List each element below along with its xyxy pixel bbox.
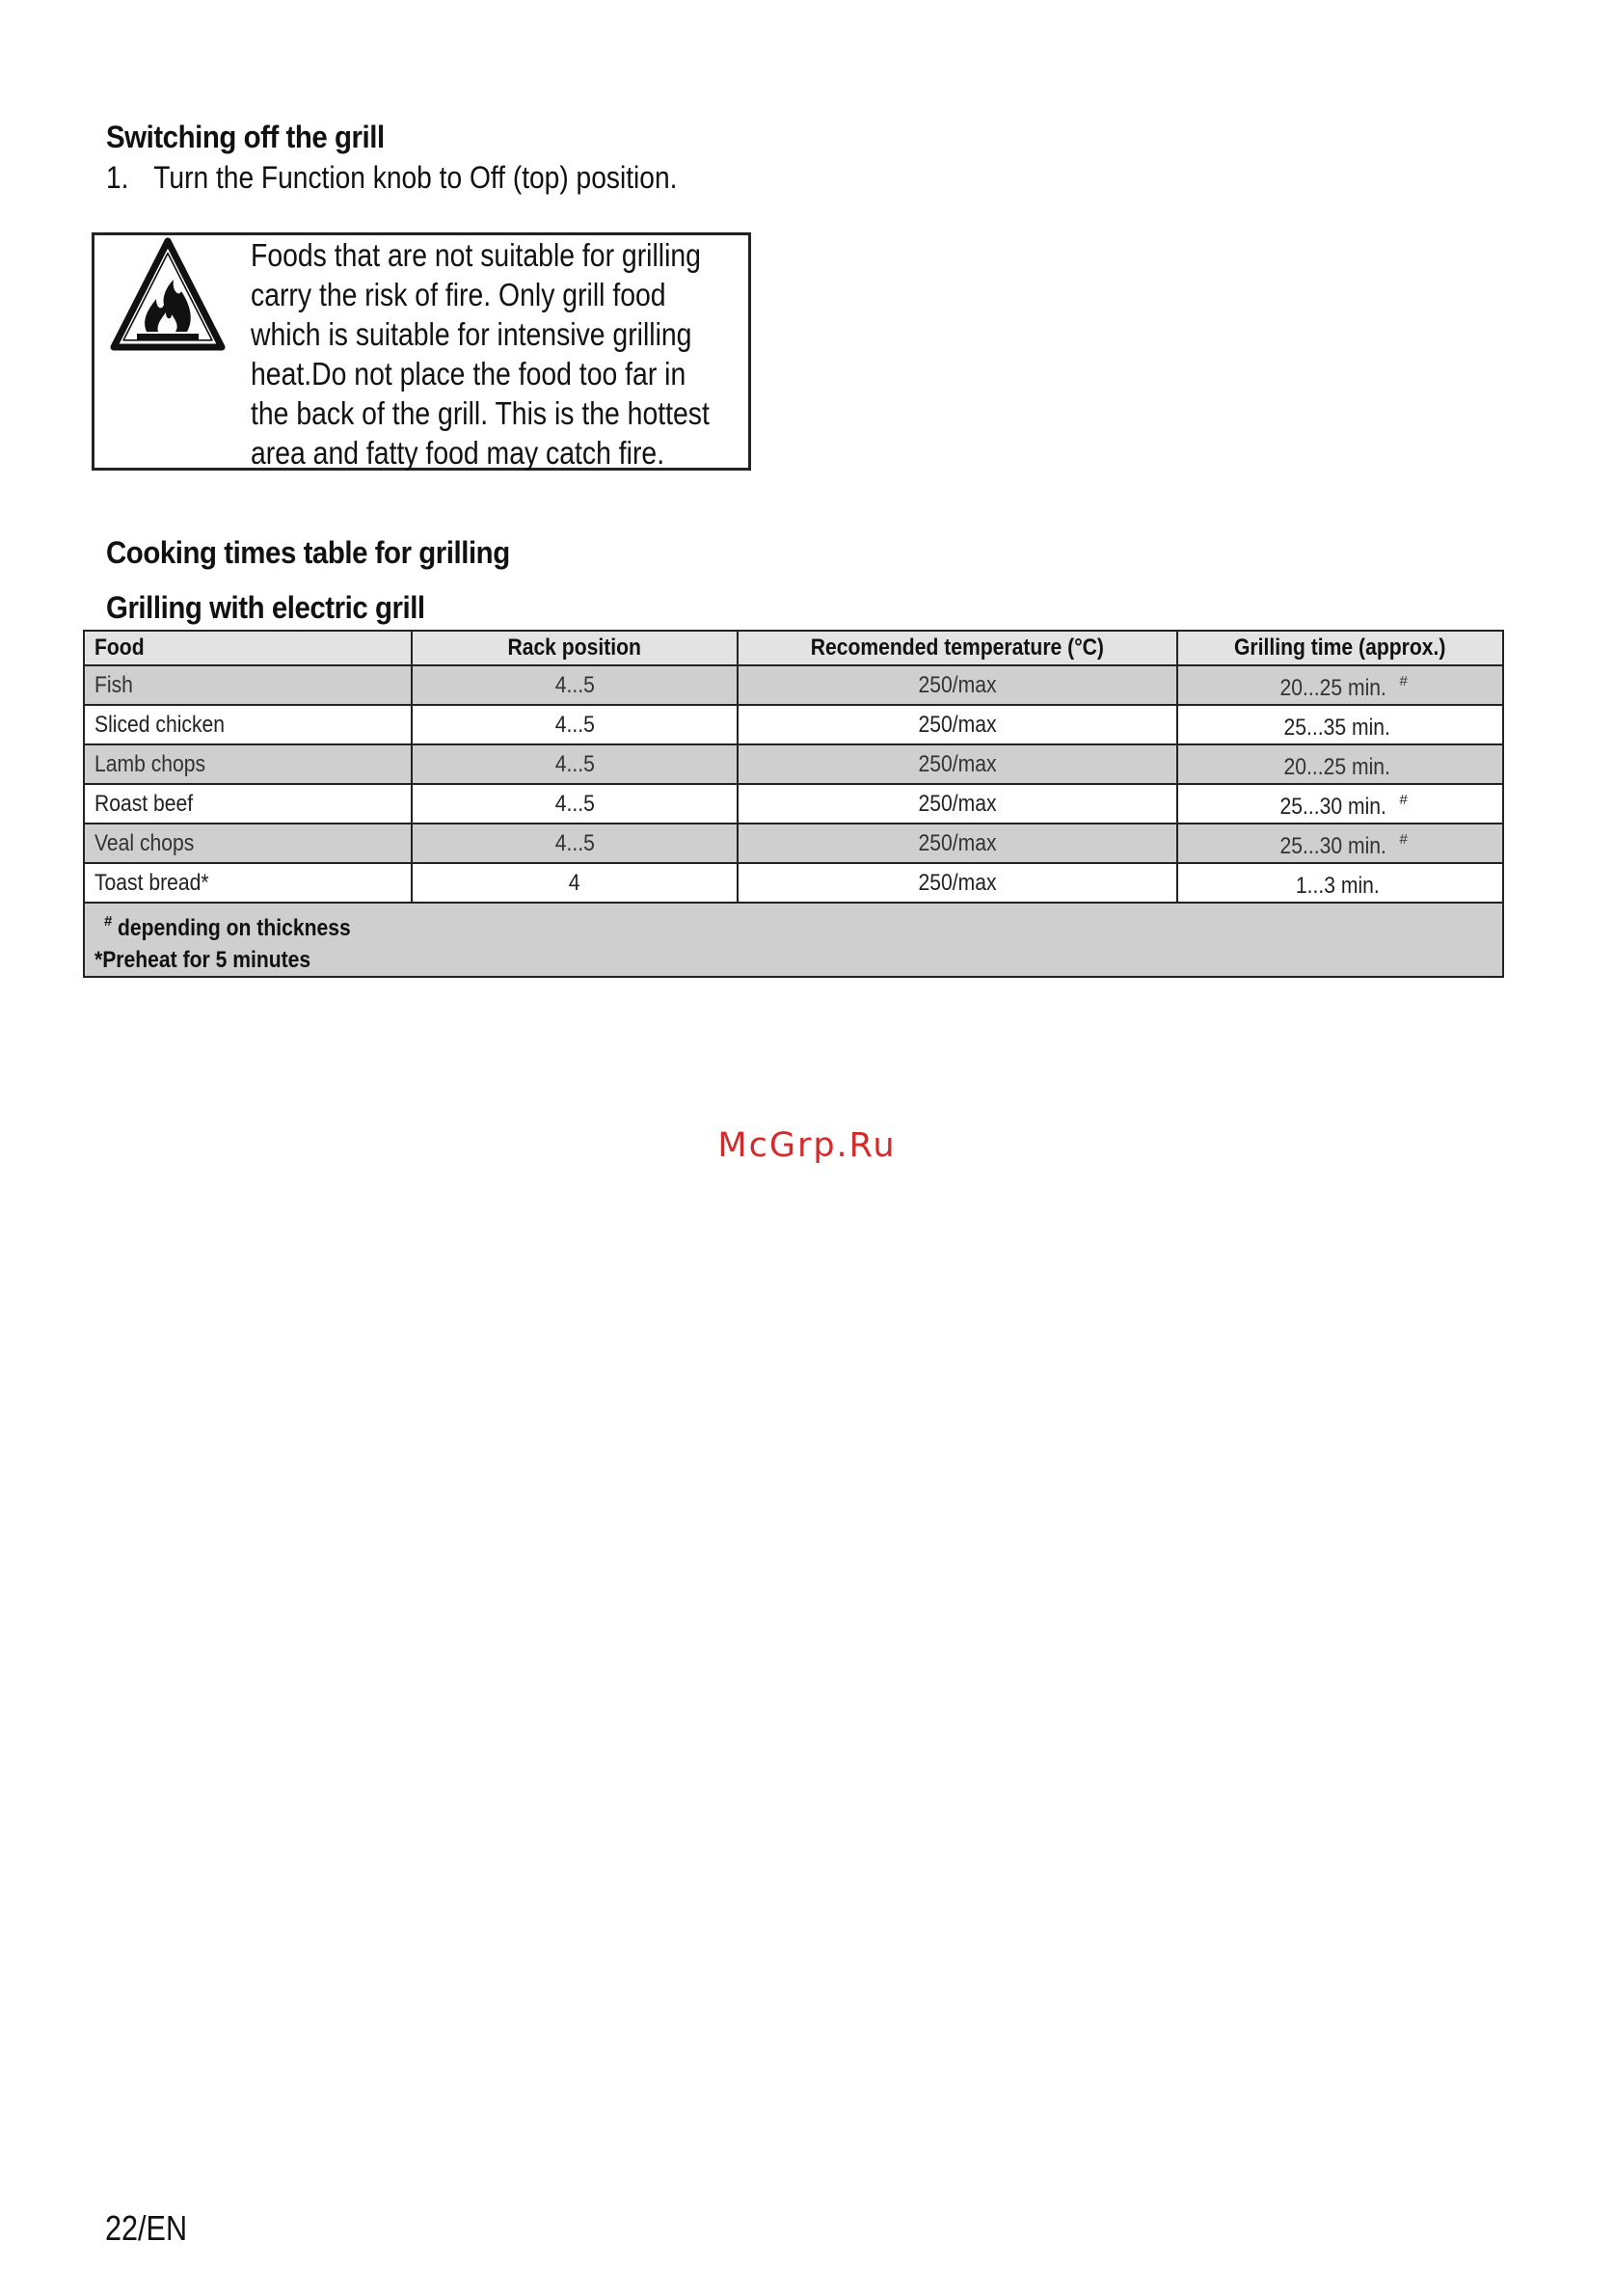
cell-time: 1...3 min.	[1177, 863, 1503, 903]
cell-rack: 4...5	[412, 784, 738, 824]
table-header-row	[84, 631, 1503, 665]
step-1	[106, 160, 677, 196]
cell-time: 25...35 min.	[1177, 705, 1503, 744]
table-notes-row	[84, 903, 1503, 977]
header-temperature: Recomended temperature (°C)	[738, 631, 1177, 665]
footnote-mark: #	[1399, 831, 1408, 848]
cell-food: Veal chops	[84, 824, 412, 863]
cell-time: 20...25 min. #	[1177, 665, 1503, 705]
page-number: 22/EN	[105, 2208, 188, 2248]
cell-rack: 4...5	[412, 824, 738, 863]
step-text: Turn the Function knob to Off (top) position.	[153, 160, 678, 195]
table-row	[84, 744, 1503, 784]
cell-food: Roast beef	[84, 784, 412, 824]
warning-line: carry the risk of fire. Only grill food	[251, 277, 666, 312]
cell-temp: 250/max	[738, 744, 1177, 784]
warning-line: which is suitable for intensive grilling	[251, 316, 692, 352]
table-notes	[84, 903, 1503, 977]
cell-rack: 4...5	[412, 744, 738, 784]
section-heading-switching-off: Switching off the grill	[106, 120, 385, 154]
cell-temp: 250/max	[738, 665, 1177, 705]
step-number: 1.	[106, 160, 129, 195]
header-grilling-time: Grilling time (approx.)	[1177, 631, 1503, 665]
warning-line: the back of the grill. This is the hottest	[251, 395, 710, 431]
warning-text	[251, 235, 710, 473]
cell-time: 25...30 min. #	[1177, 824, 1503, 863]
section-heading-cooking-times: Cooking times table for grilling	[106, 535, 510, 570]
table-title: Grilling with electric grill	[106, 590, 425, 625]
cell-rack: 4...5	[412, 705, 738, 744]
cell-temp: 250/max	[738, 705, 1177, 744]
warning-line: heat.Do not place the food too far in	[251, 356, 686, 392]
cell-time: 20...25 min.	[1177, 744, 1503, 784]
cell-rack: 4...5	[412, 665, 738, 705]
cell-food: Sliced chicken	[84, 705, 412, 744]
cell-temp: 250/max	[738, 824, 1177, 863]
table-row	[84, 784, 1503, 824]
warning-line: Foods that are not suitable for grilling	[251, 237, 701, 273]
grilling-table	[83, 630, 1504, 978]
header-food: Food	[84, 631, 412, 665]
cell-temp: 250/max	[738, 784, 1177, 824]
cell-rack: 4	[412, 863, 738, 903]
cell-food: Toast bread*	[84, 863, 412, 903]
note-thickness: # depending on thickness	[104, 913, 352, 941]
footnote-mark: #	[1399, 792, 1408, 808]
warning-line: area and fatty food may catch fire.	[251, 435, 665, 471]
footnote-mark: #	[1399, 673, 1408, 689]
cell-food: Lamb chops	[84, 744, 412, 784]
warning-box	[92, 232, 751, 471]
table-row	[84, 863, 1503, 903]
table-row	[84, 705, 1503, 744]
note-preheat: *Preheat for 5 minutes	[94, 947, 311, 973]
cell-temp: 250/max	[738, 863, 1177, 903]
table-row	[84, 824, 1503, 863]
cell-food: Fish	[84, 665, 412, 705]
fire-hazard-triangle-icon	[108, 235, 228, 355]
header-rack-position: Rack position	[412, 631, 738, 665]
table-row	[84, 665, 1503, 705]
footnote-mark: #	[104, 913, 113, 930]
watermark: McGrp.Ru	[717, 1126, 897, 1165]
cell-time: 25...30 min. #	[1177, 784, 1503, 824]
